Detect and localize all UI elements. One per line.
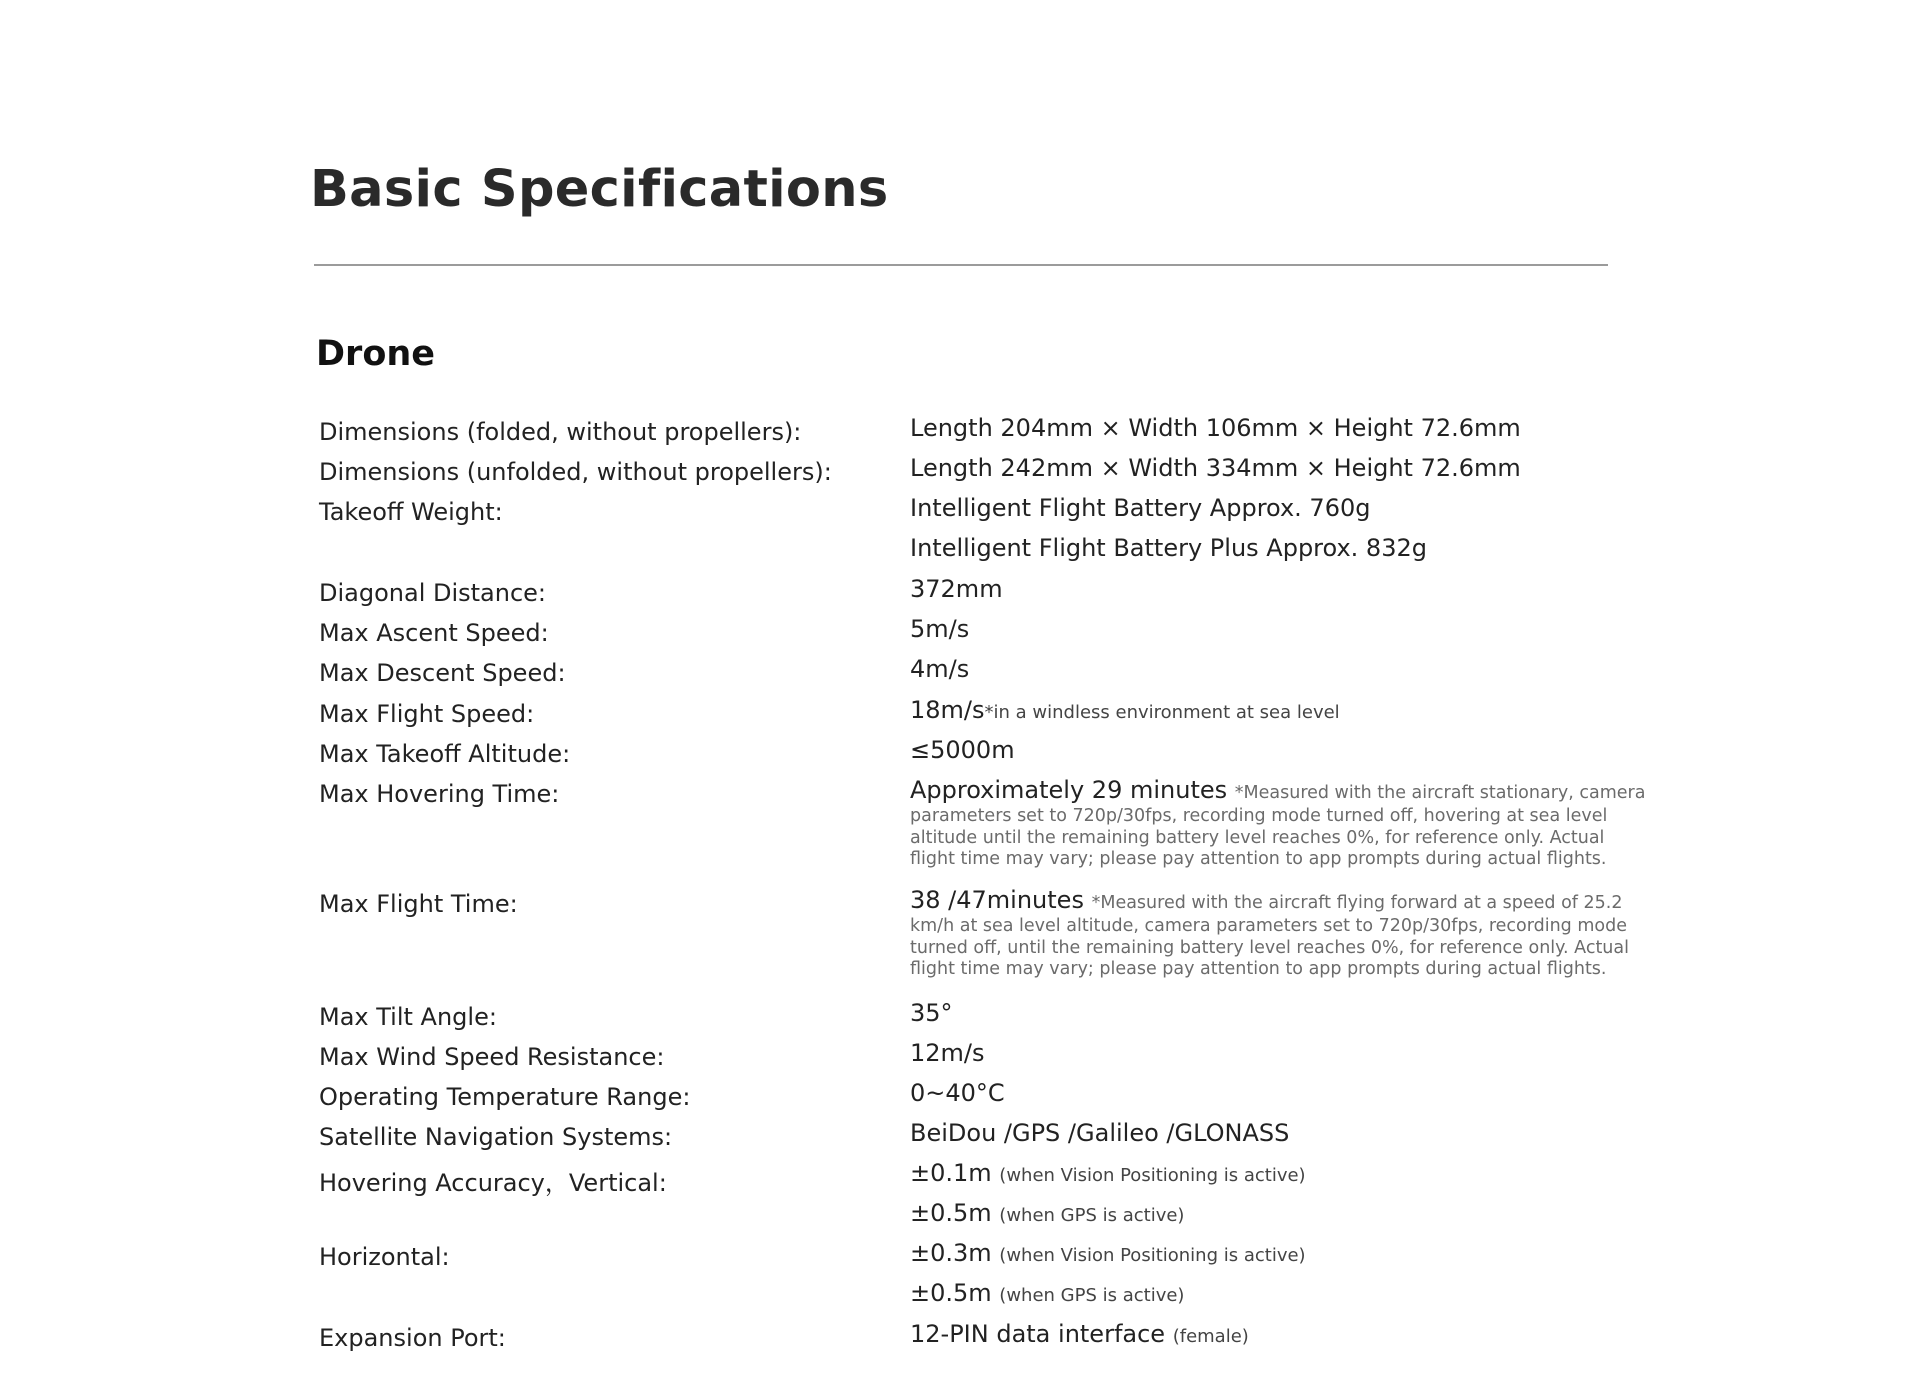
spec-value-line: 12m/s xyxy=(910,1039,985,1067)
spec-value-line xyxy=(910,697,1340,725)
spec-label: Max Flight Time: xyxy=(319,890,518,918)
section-title: Drone xyxy=(316,334,436,374)
title-divider xyxy=(314,264,1608,266)
spec-value-line: Intelligent Flight Battery Approx. 760g xyxy=(910,494,1371,522)
spec-value-main: 38 /47minutes xyxy=(910,886,1084,914)
spec-value-line xyxy=(910,1200,1184,1228)
spec-value-line xyxy=(910,1160,1306,1188)
spec-value-line xyxy=(910,777,1645,805)
spec-label: Dimensions (unfolded, without propellers): xyxy=(319,458,832,486)
spec-value-line xyxy=(910,1321,1249,1349)
spec-value-main: ±0.5m xyxy=(910,1199,992,1227)
spec-footnote: *in a windless environment at sea level xyxy=(984,702,1340,723)
spec-value-main: 18m/s xyxy=(910,696,985,724)
spec-footnote: *Measured with the aircraft flying forward at a speed of 25.2 xyxy=(1091,893,1623,913)
spec-label: Operating Temperature Range: xyxy=(319,1083,691,1111)
spec-label: Horizontal: xyxy=(319,1243,450,1271)
spec-value-line: Length 242mm × Width 334mm × Height 72.6mm xyxy=(910,454,1521,482)
spec-value-line: 0~40°C xyxy=(910,1079,1005,1107)
spec-value-line xyxy=(910,1240,1306,1268)
spec-value-main: ±0.3m xyxy=(910,1239,992,1267)
spec-label: Hovering Accuracy，Vertical: xyxy=(319,1169,667,1197)
spec-footnote-continued: parameters set to 720p/30fps, recording mode turned off, hovering at sea level altitude until the remaining battery level reaches 0%, for reference only. Actual flight time may vary; please pay attention to app prompts during actual flights. xyxy=(910,806,1608,869)
spec-label: Max Tilt Angle: xyxy=(319,1003,497,1031)
spec-value-main: Approximately 29 minutes xyxy=(910,776,1228,804)
spec-value-line: Intelligent Flight Battery Plus Approx. 832g xyxy=(910,534,1427,562)
spec-label: Max Descent Speed: xyxy=(319,659,566,687)
spec-value-line: ≤5000m xyxy=(910,736,1015,764)
spec-label: Expansion Port: xyxy=(319,1324,506,1352)
page-title: Basic Specifications xyxy=(310,160,889,219)
spec-value-line: 5m/s xyxy=(910,615,970,643)
spec-value-line xyxy=(910,1280,1184,1308)
spec-label: Takeoff Weight: xyxy=(319,498,503,526)
spec-label: Satellite Navigation Systems: xyxy=(319,1123,673,1151)
spec-value-main: ±0.1m xyxy=(910,1159,992,1187)
spec-footnote: (when Vision Positioning is active) xyxy=(999,1245,1306,1266)
spec-label: Max Takeoff Altitude: xyxy=(319,740,571,768)
spec-footnote: (when GPS is active) xyxy=(999,1205,1185,1226)
spec-value-line: 35° xyxy=(910,999,953,1027)
spec-footnote: *Measured with the aircraft stationary, camera xyxy=(1234,783,1646,803)
spec-footnote: (when Vision Positioning is active) xyxy=(999,1165,1306,1186)
spec-value-line xyxy=(910,887,1623,915)
spec-label: Diagonal Distance: xyxy=(319,579,547,607)
spec-value-line: BeiDou /GPS /Galileo /GLONASS xyxy=(910,1119,1290,1147)
spec-value-line: Length 204mm × Width 106mm × Height 72.6mm xyxy=(910,414,1521,442)
spec-value-line: 372mm xyxy=(910,575,1003,603)
spec-footnote: (female) xyxy=(1172,1326,1249,1347)
spec-label: Dimensions (folded, without propellers): xyxy=(319,418,802,446)
spec-label: Max Wind Speed Resistance: xyxy=(319,1043,665,1071)
spec-label: Max Flight Speed: xyxy=(319,700,535,728)
spec-value-main: ±0.5m xyxy=(910,1279,992,1307)
spec-footnote: (when GPS is active) xyxy=(999,1285,1185,1306)
spec-footnote-continued: km/h at sea level altitude, camera parameters set to 720p/30fps, recording mode turned off, until the remaining battery level reaches 0%, for reference only. Actual flight time may vary; please pay attention to app prompts during actual flights. xyxy=(910,916,1629,979)
spec-value-main: 12-PIN data interface xyxy=(910,1320,1166,1348)
spec-label: Max Ascent Speed: xyxy=(319,619,549,647)
spec-value-line: 4m/s xyxy=(910,655,970,683)
spec-label: Max Hovering Time: xyxy=(319,780,560,808)
